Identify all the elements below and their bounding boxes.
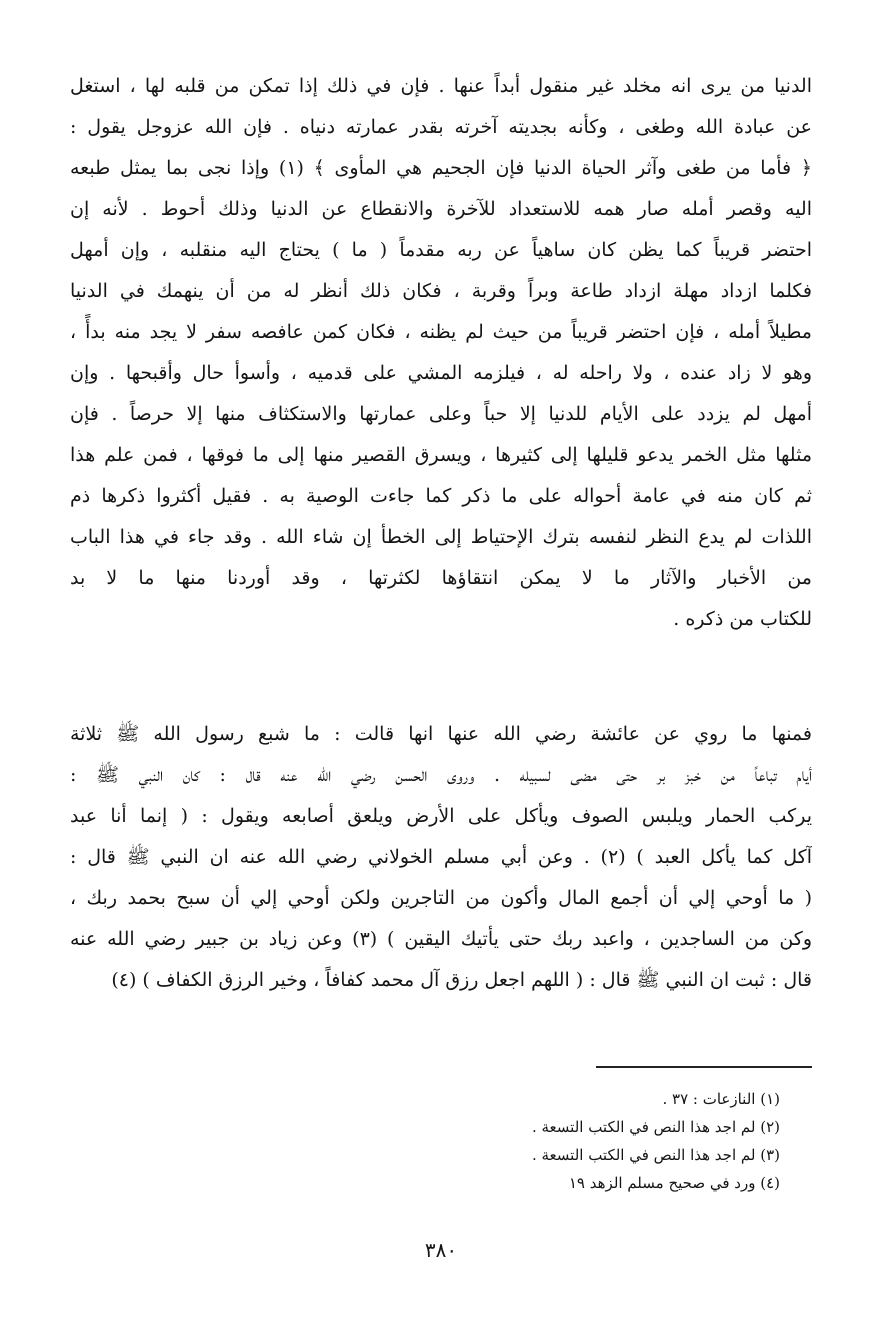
text-line: اللذات لم يدع النظر لنفسه بترك الإحتياط إلى الخطأ إن شاء الله . وقد جاء في هذا الباب (70, 526, 812, 548)
text-line: ﴿ فأما من طغى وآثر الحياة الدنيا فإن الجحيم هي المأوى ﴾ (١) وإذا نجى بما يمثل طبعه (70, 157, 812, 179)
text-line: من الأخبار والآثار ما لا يمكن انتقاؤها لكثرتها ، وقد أوردنا منها ما لا بد (70, 567, 812, 589)
text-line: عن عبادة الله وطغى ، وكأنه بجديته آخرته بقدر عمارته دنياه . فإن الله عزوجل يقول : (70, 116, 812, 138)
text-line: للكتاب من ذكره . (673, 608, 812, 630)
text-line: احتضر قريباً كما يظن كان ساهياً عن ربه مقدماً ( ما ) يحتاج اليه منقلبه ، وإن أمهل (70, 239, 812, 261)
paragraph-2 (70, 714, 812, 1001)
text-line: أيام تباعاً من خبز بر حتى مضى لسبيله . وروى الحسن رضي الله عنه قال : كان النبي ﷺ : (70, 764, 812, 786)
paragraph-1 (70, 66, 812, 640)
text-line: فكلما ازداد مهلة ازداد طاعة وبراً وقربة ، فكان ذلك أنظر له من أن ينهمك في الدنيا (70, 280, 812, 302)
footnote-2: (٢) لم اجد هذا النص في الكتب التسعة . (531, 1118, 780, 1136)
text-line: آكل كما يأكل العبد ) (٢) . وعن أبي مسلم الخولاني رضي الله عنه ان النبي ﷺ قال : (70, 846, 812, 868)
text-line: مثلها مثل الخمر يدعو قليلها إلى كثيرها ، ويسرق القصير منها إلى ما فوقها ، فمن علم هذا (70, 444, 812, 466)
footnote-1: (١) النازعات : ٣٧ . (662, 1090, 780, 1108)
footnote-4: (٤) ورد في صحيح مسلم الزهد ١٩ (568, 1174, 780, 1192)
text-line: فمنها ما روي عن عائشة رضي الله عنها انها قالت : ما شبع رسول الله ﷺ ثلاثة (70, 723, 812, 745)
text-line: الدنيا من يرى انه مخلد غير منقول أبداً عنها . فإن في ذلك إذا تمكن من قلبه لها ، استغل (70, 75, 812, 97)
text-line: مطيلاً أمله ، فإن احتضر قريباً من حيث لم يظنه ، فكان كمن عافصه سفر لا يجد منه بدأً ، (70, 321, 812, 343)
text-line: وهو لا زاد عنده ، ولا راحله له ، فيلزمه المشي على قدميه ، وأسوأ حال وأقبحها . وإن (70, 362, 812, 384)
text-line: ثم كان منه في عامة أحواله على ما ذكر كما جاءت الوصية به . فقيل أكثروا ذكرها ذم (70, 485, 812, 507)
text-line: قال : ثبت ان النبي ﷺ قال : ( اللهم اجعل رزق آل محمد كفافاً ، وخير الرزق الكفاف ) (٤) (111, 969, 812, 991)
footnote-separator (596, 1066, 812, 1068)
footnotes (340, 1085, 780, 1197)
footnote-3: (٣) لم اجد هذا النص في الكتب التسعة . (531, 1146, 780, 1164)
text-line: يركب الحمار ويلبس الصوف ويأكل على الأرض ويلعق أصابعه ويقول : ( إنما أنا عبد (70, 805, 812, 827)
text-line: ( ما أوحي إلي أن أجمع المال وأكون من التاجرين ولكن أوحي إلي أن سبح بحمد ربك ، (70, 887, 812, 909)
text-line: اليه وقصر أمله صار همه للاستعداد للآخرة والانقطاع عن الدنيا وذلك أحوط . لأنه إن (70, 198, 812, 220)
text-line: وكن من الساجدين ، واعبد ربك حتى يأتيك اليقين ) (٣) وعن زياد بن جبير رضي الله عنه (70, 928, 812, 950)
text-line: أمهل لم يزدد على الأيام للدنيا إلا حباً وعلى عمارتها والاستكثاف منها إلا حرصاً . فإن (70, 403, 812, 425)
page-number: ٣٨٠ (424, 1238, 458, 1262)
